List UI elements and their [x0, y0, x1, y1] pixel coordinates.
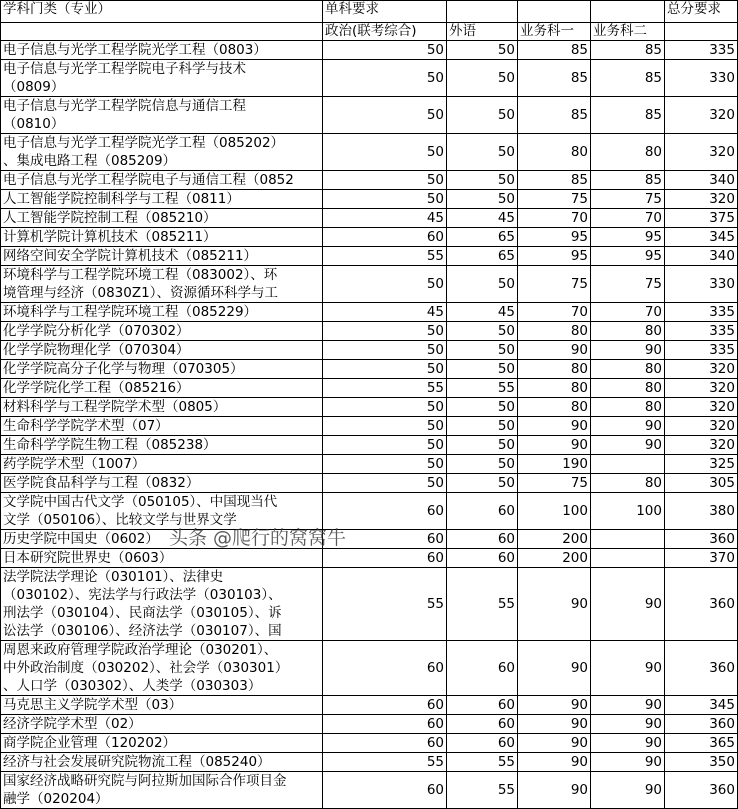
- total-score-cell: 345: [665, 228, 738, 247]
- table-row: [1, 303, 738, 322]
- total-score-cell: 320: [665, 436, 738, 455]
- major-cell: [1, 715, 323, 734]
- politics-score-cell: 60: [323, 228, 447, 247]
- foreign-language-score-cell: 50: [447, 190, 518, 209]
- header-empty: [1, 23, 323, 41]
- foreign-language-score-cell: 55: [447, 568, 518, 641]
- subject1-score-cell: 85: [518, 171, 591, 190]
- major-text-line: 、集成电路工程（085209）: [3, 153, 177, 169]
- foreign-language-score-cell: 60: [447, 696, 518, 715]
- major-text-line: 生命科学学院生物工程（085238）: [3, 437, 217, 453]
- subject1-score-cell: 90: [518, 341, 591, 360]
- major-cell: [1, 455, 323, 474]
- major-cell: [1, 696, 323, 715]
- major-cell: [1, 266, 323, 303]
- table-row: [1, 171, 738, 190]
- subject1-score-cell: 85: [518, 41, 591, 60]
- subject2-score-cell: 90: [591, 715, 665, 734]
- foreign-language-score-cell: 60: [447, 530, 518, 549]
- major-text-line: 商学院企业管理（120202）: [3, 735, 177, 751]
- table-row: [1, 190, 738, 209]
- table-row: [1, 772, 738, 809]
- major-cell: [1, 171, 323, 190]
- foreign-language-score-cell: 50: [447, 266, 518, 303]
- subject1-score-cell: 85: [518, 97, 591, 134]
- table-body: [1, 41, 738, 809]
- major-cell: [1, 734, 323, 753]
- major-text-line: （0810）: [3, 116, 65, 132]
- subject2-score-cell: 85: [591, 41, 665, 60]
- foreign-language-score-cell: 50: [447, 360, 518, 379]
- major-text-line: 材料科学与工程学院学术型（0805）: [3, 399, 227, 415]
- table-row: [1, 530, 738, 549]
- politics-score-cell: 60: [323, 772, 447, 809]
- subject2-score-cell: 75: [591, 266, 665, 303]
- major-text-line: 讼法学（030106）、经济法学（030107）、国: [3, 623, 282, 639]
- foreign-language-score-cell: 50: [447, 134, 518, 171]
- subject1-score-cell: 75: [518, 266, 591, 303]
- foreign-language-score-cell: 50: [447, 41, 518, 60]
- header-empty: [591, 1, 665, 23]
- total-score-cell: 335: [665, 341, 738, 360]
- major-text-line: 经济与社会发展研究院物流工程（085240）: [3, 754, 271, 770]
- major-text-line: 电子信息与光学工程学院信息与通信工程: [3, 98, 246, 114]
- foreign-language-score-cell: 50: [447, 436, 518, 455]
- subject2-score-cell: 80: [591, 379, 665, 398]
- major-cell: [1, 474, 323, 493]
- total-score-cell: 330: [665, 266, 738, 303]
- major-text-line: 医学院食品科学与工程（0832）: [3, 475, 200, 491]
- total-score-cell: 360: [665, 772, 738, 809]
- total-score-cell: 335: [665, 303, 738, 322]
- subject2-score-cell: [591, 455, 665, 474]
- table-row: [1, 734, 738, 753]
- table-row: [1, 715, 738, 734]
- foreign-language-score-cell: 65: [447, 247, 518, 266]
- subject2-score-cell: 90: [591, 568, 665, 641]
- subject1-score-cell: 90: [518, 436, 591, 455]
- watermark: 头条 @爬行的窝窝牛: [169, 527, 347, 549]
- table-row: [1, 209, 738, 228]
- subject1-score-cell: 90: [518, 715, 591, 734]
- total-score-cell: 340: [665, 247, 738, 266]
- major-text-line: 电子信息与光学工程学院电子科学与技术: [3, 61, 246, 77]
- major-text-line: 生命科学学院学术型（07）: [3, 418, 169, 434]
- table-row: [1, 474, 738, 493]
- subject1-score-cell: 90: [518, 772, 591, 809]
- politics-score-cell: 50: [323, 171, 447, 190]
- politics-score-cell: 55: [323, 379, 447, 398]
- major-text-line: 药学院学术型（1007）: [3, 456, 146, 472]
- total-score-cell: 320: [665, 379, 738, 398]
- foreign-language-score-cell: 50: [447, 417, 518, 436]
- politics-score-cell: 50: [323, 322, 447, 341]
- foreign-language-score-cell: 60: [447, 641, 518, 696]
- major-text-line: 国家经济战略研究院与阿拉斯加国际合作项目金: [3, 773, 287, 789]
- politics-score-cell: 60: [323, 549, 447, 568]
- politics-score-cell: 60: [323, 715, 447, 734]
- table-row: [1, 455, 738, 474]
- total-score-cell: 340: [665, 171, 738, 190]
- table-row: [1, 436, 738, 455]
- table-row: [1, 322, 738, 341]
- major-text-line: 化学学院化学工程（085216）: [3, 380, 190, 396]
- politics-score-cell: 50: [323, 190, 447, 209]
- foreign-language-score-cell: 50: [447, 398, 518, 417]
- major-text-line: 刑法学（030104）、民商法学（030105）、诉: [3, 605, 282, 621]
- subject1-score-cell: 70: [518, 303, 591, 322]
- total-score-cell: 320: [665, 398, 738, 417]
- politics-score-cell: 50: [323, 134, 447, 171]
- major-text-line: 人工智能学院控制科学与工程（0811）: [3, 191, 240, 207]
- subject2-score-cell: 90: [591, 436, 665, 455]
- foreign-language-score-cell: 50: [447, 341, 518, 360]
- header-empty: [447, 1, 518, 23]
- table-row: [1, 41, 738, 60]
- table-row: [1, 247, 738, 266]
- total-score-cell: 350: [665, 753, 738, 772]
- total-score-cell: 320: [665, 360, 738, 379]
- major-text-line: 电子信息与光学工程学院电子与通信工程（0852: [3, 172, 294, 188]
- major-cell: [1, 322, 323, 341]
- total-score-cell: 360: [665, 530, 738, 549]
- major-cell: [1, 772, 323, 809]
- subject1-score-cell: 90: [518, 568, 591, 641]
- foreign-language-score-cell: 45: [447, 209, 518, 228]
- subject1-score-cell: 90: [518, 641, 591, 696]
- total-score-cell: 370: [665, 549, 738, 568]
- total-score-cell: 365: [665, 734, 738, 753]
- major-cell: [1, 360, 323, 379]
- foreign-language-score-cell: 50: [447, 455, 518, 474]
- major-text-line: 境管理与经济（0830Z1）、资源循环科学与工: [3, 285, 278, 301]
- major-text-line: 日本研究院世界史（0603）: [3, 550, 173, 566]
- total-score-cell: 325: [665, 455, 738, 474]
- major-text-line: 网络空间安全学院计算机技术（085211）: [3, 248, 258, 264]
- major-cell: [1, 549, 323, 568]
- subject2-score-cell: 75: [591, 190, 665, 209]
- politics-score-cell: 60: [323, 734, 447, 753]
- politics-score-cell: 60: [323, 696, 447, 715]
- politics-score-cell: 45: [323, 209, 447, 228]
- politics-score-cell: 55: [323, 753, 447, 772]
- subject2-score-cell: [591, 530, 665, 549]
- subject1-score-cell: 95: [518, 228, 591, 247]
- table-row: [1, 696, 738, 715]
- table-row: [1, 568, 738, 641]
- subject2-score-cell: 80: [591, 134, 665, 171]
- major-text-line: 法学院法学理论（030101）、法律史: [3, 569, 224, 585]
- header-politics: 政治(联考综合): [323, 23, 447, 41]
- header-empty: [518, 1, 591, 23]
- politics-score-cell: 50: [323, 97, 447, 134]
- politics-score-cell: 50: [323, 41, 447, 60]
- foreign-language-score-cell: 55: [447, 753, 518, 772]
- major-cell: [1, 398, 323, 417]
- subject1-score-cell: 90: [518, 753, 591, 772]
- subject2-score-cell: 95: [591, 228, 665, 247]
- major-text-line: 中外政治制度（030202）、社会学（030301）: [3, 660, 289, 676]
- total-score-cell: 320: [665, 417, 738, 436]
- subject1-score-cell: 70: [518, 209, 591, 228]
- politics-score-cell: 50: [323, 266, 447, 303]
- total-score-cell: 375: [665, 209, 738, 228]
- major-text-line: 马克思主义学院学术型（03）: [3, 697, 183, 713]
- header-subject2: 业务科二: [591, 23, 665, 41]
- subject2-score-cell: 70: [591, 303, 665, 322]
- major-cell: [1, 60, 323, 97]
- subject2-score-cell: 80: [591, 360, 665, 379]
- table-row: [1, 341, 738, 360]
- major-text-line: 电子信息与光学工程学院光学工程（085202）: [3, 135, 285, 151]
- foreign-language-score-cell: 50: [447, 171, 518, 190]
- foreign-language-score-cell: 65: [447, 228, 518, 247]
- politics-score-cell: 50: [323, 360, 447, 379]
- subject2-score-cell: 90: [591, 696, 665, 715]
- major-text-line: （030102）、宪法学与行政法学（030103）、: [3, 587, 282, 603]
- subject1-score-cell: 80: [518, 322, 591, 341]
- subject1-score-cell: 100: [518, 493, 591, 530]
- table-row: [1, 134, 738, 171]
- table-row: [1, 641, 738, 696]
- table-row: [1, 97, 738, 134]
- politics-score-cell: 45: [323, 303, 447, 322]
- foreign-language-score-cell: 60: [447, 734, 518, 753]
- subject1-score-cell: 90: [518, 734, 591, 753]
- header-foreign-language: 外语: [447, 23, 518, 41]
- total-score-cell: 345: [665, 696, 738, 715]
- politics-score-cell: 55: [323, 247, 447, 266]
- major-text-line: 环境科学与工程学院环境工程（083002）、环: [3, 267, 278, 283]
- header-row-2: [1, 23, 738, 41]
- subject2-score-cell: 90: [591, 641, 665, 696]
- politics-score-cell: 60: [323, 641, 447, 696]
- politics-score-cell: 60: [323, 493, 447, 530]
- major-text-line: 化学学院高分子化学与物理（070305）: [3, 361, 244, 377]
- table-row: [1, 379, 738, 398]
- total-score-cell: 335: [665, 322, 738, 341]
- subject1-score-cell: 200: [518, 530, 591, 549]
- total-score-cell: 320: [665, 134, 738, 171]
- major-text-line: 人工智能学院控制工程（085210）: [3, 210, 217, 226]
- total-score-cell: 380: [665, 493, 738, 530]
- major-cell: [1, 41, 323, 60]
- politics-score-cell: 50: [323, 398, 447, 417]
- major-cell: [1, 97, 323, 134]
- total-score-cell: 305: [665, 474, 738, 493]
- subject2-score-cell: 90: [591, 341, 665, 360]
- foreign-language-score-cell: 55: [447, 379, 518, 398]
- subject2-score-cell: 90: [591, 734, 665, 753]
- major-text-line: 历史学院中国史（0602）: [3, 531, 159, 547]
- subject2-score-cell: 80: [591, 322, 665, 341]
- table-row: [1, 493, 738, 530]
- major-text-line: 环境科学与工程学院环境工程（085229）: [3, 304, 258, 320]
- foreign-language-score-cell: 50: [447, 60, 518, 97]
- subject1-score-cell: 85: [518, 60, 591, 97]
- major-cell: [1, 753, 323, 772]
- header-total: 总分要求: [665, 1, 738, 23]
- total-score-cell: 320: [665, 190, 738, 209]
- foreign-language-score-cell: 50: [447, 474, 518, 493]
- subject2-score-cell: 100: [591, 493, 665, 530]
- major-text-line: 文学（050106）、比较文学与世界文学: [3, 512, 237, 528]
- table-row: [1, 60, 738, 97]
- subject2-score-cell: 70: [591, 209, 665, 228]
- header-subject1: 业务科一: [518, 23, 591, 41]
- header-empty: [665, 23, 738, 41]
- foreign-language-score-cell: 55: [447, 772, 518, 809]
- subject1-score-cell: 90: [518, 417, 591, 436]
- table-row: [1, 360, 738, 379]
- table-row: [1, 398, 738, 417]
- subject2-score-cell: 90: [591, 417, 665, 436]
- subject1-score-cell: 80: [518, 360, 591, 379]
- subject1-score-cell: 190: [518, 455, 591, 474]
- major-cell: [1, 436, 323, 455]
- major-cell: [1, 303, 323, 322]
- foreign-language-score-cell: 60: [447, 715, 518, 734]
- subject1-score-cell: 80: [518, 134, 591, 171]
- politics-score-cell: 50: [323, 341, 447, 360]
- table-row: [1, 417, 738, 436]
- major-cell: [1, 247, 323, 266]
- subject2-score-cell: 80: [591, 398, 665, 417]
- major-text-line: （0809）: [3, 79, 65, 95]
- politics-score-cell: 50: [323, 436, 447, 455]
- major-cell: [1, 209, 323, 228]
- politics-score-cell: 55: [323, 568, 447, 641]
- major-cell: [1, 527, 347, 549]
- major-cell: [1, 641, 323, 696]
- major-cell: [1, 417, 323, 436]
- subject2-score-cell: 85: [591, 97, 665, 134]
- politics-score-cell: 50: [323, 417, 447, 436]
- table-row: [1, 266, 738, 303]
- foreign-language-score-cell: 50: [447, 97, 518, 134]
- subject1-score-cell: 75: [518, 190, 591, 209]
- major-cell: [1, 568, 323, 641]
- total-score-cell: 320: [665, 97, 738, 134]
- header-category: 学科门类（专业）: [1, 1, 323, 23]
- total-score-cell: 360: [665, 568, 738, 641]
- major-cell: [1, 190, 323, 209]
- politics-score-cell: 50: [323, 60, 447, 97]
- header-row-1: [1, 1, 738, 23]
- subject2-score-cell: 95: [591, 247, 665, 266]
- foreign-language-score-cell: 50: [447, 322, 518, 341]
- major-cell: [1, 228, 323, 247]
- major-text-line: 计算机学院计算机技术（085211）: [3, 229, 217, 245]
- major-cell: [1, 134, 323, 171]
- subject2-score-cell: [591, 549, 665, 568]
- major-text-line: 文学院中国古代文学（050105）、中国现当代: [3, 494, 278, 510]
- major-text-line: 、人口学（030302）、人类学（030303）: [3, 678, 262, 694]
- subject2-score-cell: 80: [591, 474, 665, 493]
- total-score-cell: 335: [665, 41, 738, 60]
- politics-score-cell: 50: [323, 474, 447, 493]
- total-score-cell: 360: [665, 715, 738, 734]
- major-text-line: 电子信息与光学工程学院光学工程（0803）: [3, 42, 267, 58]
- politics-score-cell: 60: [323, 530, 447, 549]
- header-single-subject: 单科要求: [323, 1, 447, 23]
- subject1-score-cell: 200: [518, 549, 591, 568]
- major-cell: [1, 341, 323, 360]
- subject1-score-cell: 80: [518, 398, 591, 417]
- major-text-line: 化学学院分析化学（070302）: [3, 323, 190, 339]
- foreign-language-score-cell: 60: [447, 549, 518, 568]
- foreign-language-score-cell: 60: [447, 493, 518, 530]
- table-row: [1, 753, 738, 772]
- table-row: [1, 549, 738, 568]
- subject2-score-cell: 85: [591, 171, 665, 190]
- major-text-line: 化学学院物理化学（070304）: [3, 342, 190, 358]
- total-score-cell: 330: [665, 60, 738, 97]
- politics-score-cell: 50: [323, 455, 447, 474]
- major-text-line: 融学（020204）: [3, 791, 109, 807]
- major-text-line: 经济学院学术型（02）: [3, 716, 142, 732]
- subject1-score-cell: 80: [518, 379, 591, 398]
- subject1-score-cell: 90: [518, 696, 591, 715]
- major-text-line: 周恩来政府管理学院政治学理论（030201）、: [3, 642, 278, 658]
- subject2-score-cell: 90: [591, 772, 665, 809]
- table-row: [1, 228, 738, 247]
- subject2-score-cell: 85: [591, 60, 665, 97]
- total-score-cell: 360: [665, 641, 738, 696]
- major-cell: [1, 493, 323, 530]
- subject1-score-cell: 95: [518, 247, 591, 266]
- subject1-score-cell: 75: [518, 474, 591, 493]
- major-cell: [1, 379, 323, 398]
- subject2-score-cell: 90: [591, 753, 665, 772]
- foreign-language-score-cell: 45: [447, 303, 518, 322]
